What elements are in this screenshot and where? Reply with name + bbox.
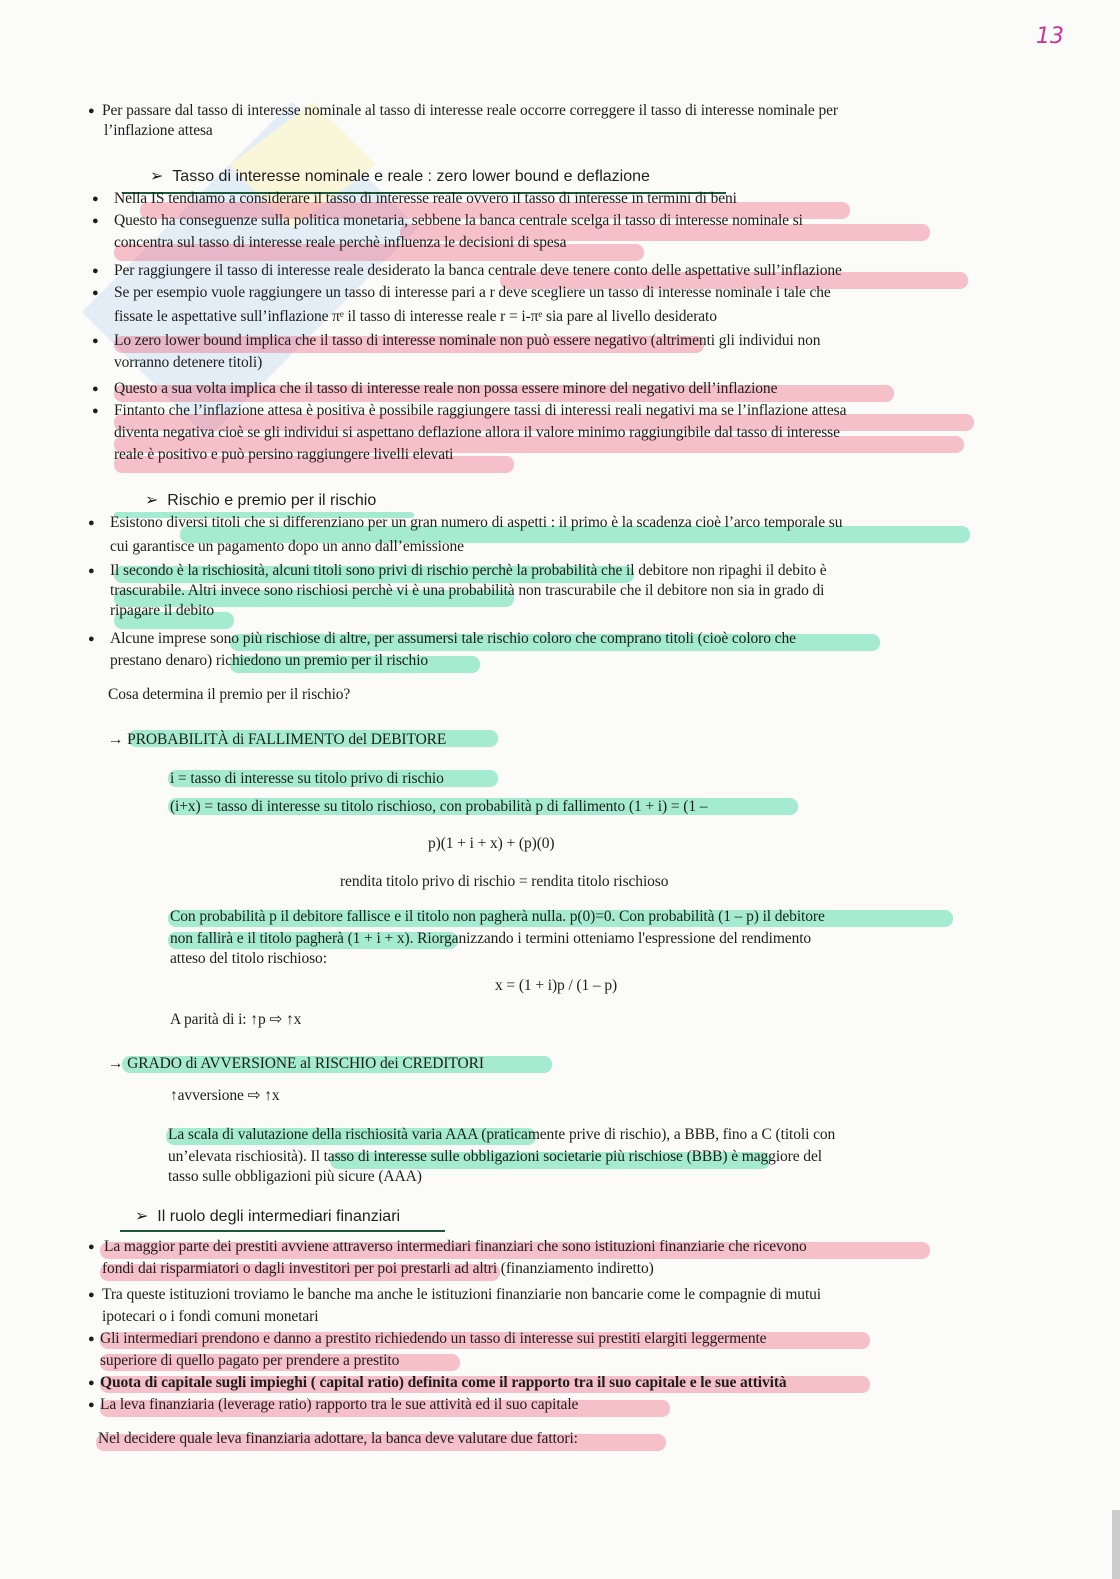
formula-line: (i+x) = tasso di interesse su titolo rischioso, con probabilità p di fallimento (1 + i) = (1 –: [170, 798, 708, 815]
bullet-icon: ●: [92, 287, 99, 299]
bullet-text: Il secondo è la rischiosità, alcuni titoli sono privi di rischio perchè la probabilità che il debitore non ripaghi il debito è: [110, 562, 827, 579]
bullet-text: trascurabile. Altri invece sono rischiosi perchè vi è una probabilità non trascurabile che il debitore non sia in grado di: [110, 582, 825, 599]
bullet-text: Quota di capitale sugli impieghi ( capital ratio) definita come il rapporto tra il suo capitale e le sue attività: [100, 1374, 787, 1391]
bullet-text: La maggior parte dei prestiti avviene attraverso intermediari finanziari che sono istituzioni finanziarie che ricevono: [104, 1238, 807, 1255]
arrow-bullet-icon: ➢: [145, 492, 168, 509]
bullet-icon: ●: [88, 1377, 95, 1389]
heading-underline: [120, 1230, 445, 1232]
bullet-text: Per raggiungere il tasso di interesse reale desiderato la banca centrale deve tenere conto delle aspettative sull’inflazione: [114, 262, 842, 279]
bullet-text: vorranno detenere titoli): [114, 354, 263, 371]
bullet-text: superiore di quello pagato per prendere a prestito: [100, 1352, 400, 1369]
bullet-text: Lo zero lower bound implica che il tasso di interesse nominale non può essere negativo (altrimenti gli individui non: [114, 332, 821, 349]
bullet-text: reale è positivo e può persino raggiungere livelli elevati: [114, 446, 454, 463]
arrow-bullet-icon: ➢: [135, 1208, 158, 1225]
heading-text: Il ruolo degli intermediari finanziari: [157, 1208, 401, 1225]
bullet-icon: ●: [92, 405, 99, 417]
section-heading: [145, 490, 376, 510]
paragraph-line: atteso del titolo rischioso:: [170, 950, 327, 967]
bullet-icon: ●: [92, 383, 99, 395]
bullet-text: prestano denaro) richiedono un premio per il rischio: [110, 652, 429, 669]
arrow-bullet-icon: ➢: [150, 168, 173, 185]
factor-heading: → PROBABILITÀ di FALLIMENTO del DEBITORE: [108, 731, 447, 748]
intro-line: Per passare dal tasso di interesse nominale al tasso di interesse reale occorre correggere il tasso di interesse nominale per: [102, 102, 838, 119]
paragraph-line: non fallirà e il titolo pagherà (1 + i + x). Riorganizzando i termini otteniamo l'espressione del rendimento: [170, 930, 812, 947]
bullet-icon: ●: [92, 193, 99, 205]
question-text: Cosa determina il premio per il rischio?: [108, 686, 351, 703]
bullet-text: ipotecari o i fondi comuni monetari: [102, 1308, 319, 1325]
bullet-icon: ●: [92, 215, 99, 227]
bullet-icon: ●: [92, 265, 99, 277]
bullet-icon: ●: [88, 1399, 95, 1411]
bullet-text: Tra queste istituzioni troviamo le banche ma anche le istituzioni finanziarie non bancarie come le compagnie di mutui: [102, 1286, 822, 1303]
bullet-icon: ●: [88, 1289, 95, 1301]
formula-line: rendita titolo privo di rischio = rendita titolo rischioso: [340, 873, 669, 890]
formula-line: ↑avversione ⇨ ↑x: [170, 1087, 280, 1104]
paragraph-line: tasso sulle obbligazioni più sicure (AAA): [168, 1168, 422, 1185]
bullet-text: Esistono diversi titoli che si differenziano per un gran numero di aspetti : il primo è la scadenza cioè l’arco temporale su: [110, 514, 843, 531]
factor-heading: → GRADO di AVVERSIONE al RISCHIO dei CREDITORI: [108, 1055, 484, 1072]
section-heading: [150, 166, 650, 186]
bullet-text: Se per esempio vuole raggiungere un tasso di interesse pari a r deve scegliere un tasso di interesse nominale i tale che: [114, 284, 831, 301]
paragraph-line: La scala di valutazione della rischiosità varia AAA (praticamente prive di rischio), a BBB, fino a C (titoli con: [168, 1126, 836, 1143]
bullet-text: Questo ha conseguenze sulla politica monetaria, sebbene la banca centrale scelga il tasso di interesse nominale si: [114, 212, 803, 229]
bullet-icon: ●: [88, 105, 95, 117]
bullet-text: fondi dai risparmiatori o dagli investitori per poi prestarli ad altri (finanziamento indiretto): [102, 1260, 654, 1277]
formula-line: x = (1 + i)p / (1 – p): [495, 977, 618, 994]
bullet-text: La leva finanziaria (leverage ratio) rapporto tra le sue attività ed il suo capitale: [100, 1396, 579, 1413]
page-number: 13: [1036, 24, 1064, 49]
bullet-text: concentra sul tasso di interesse reale perchè influenza le decisioni di spesa: [114, 234, 567, 251]
intro-line: l’inflazione attesa: [104, 122, 213, 139]
bullet-text: Alcune imprese sono più rischiose di altre, per assumersi tale rischio coloro che comprano titoli (cioè coloro che: [110, 630, 796, 647]
bullet-text: Gli intermediari prendono e danno a prestito richiedendo un tasso di interesse sui prestiti elargiti leggermente: [100, 1330, 767, 1347]
scrollbar[interactable]: [1112, 1510, 1120, 1579]
bullet-text: fissate le aspettative sull’inflazione πᵉ il tasso di interesse reale r = i-πᵉ sia pare al livello desiderato: [114, 308, 717, 325]
bullet-icon: ●: [88, 565, 95, 577]
bullet-icon: ●: [88, 1241, 95, 1253]
bullet-icon: ●: [92, 335, 99, 347]
heading-text: Rischio e premio per il rischio: [167, 492, 377, 509]
bullet-text: Nella IS tendiamo a considerare il tasso di interesse reale ovvero il tasso di interesse in termini di beni: [114, 190, 737, 207]
formula-line: A parità di i: ↑p ⇨ ↑x: [170, 1011, 302, 1028]
bullet-text: cui garantisce un pagamento dopo un anno dall’emissione: [110, 538, 464, 555]
closing-text: Nel decidere quale leva finanziaria adottare, la banca deve valutare due fattori:: [98, 1430, 578, 1447]
bullet-text: Fintanto che l’inflazione attesa è positiva è possibile raggiungere tassi di interessi reali negativi ma se l’inflazione attesa: [114, 402, 847, 419]
paragraph-line: Con probabilità p il debitore fallisce e il titolo non pagherà nulla. p(0)=0. Con probabilità (1 – p) il debitore: [170, 908, 825, 925]
formula-line: i = tasso di interesse su titolo privo di rischio: [170, 770, 444, 787]
bullet-icon: ●: [88, 633, 95, 645]
bullet-text: Questo a sua volta implica che il tasso di interesse reale non possa essere minore del negativo dell’inflazione: [114, 380, 778, 397]
bullet-text: diventa negativa cioè se gli individui si aspettano deflazione allora il valore minimo raggiungibile dal tasso di interesse: [114, 424, 840, 441]
bullet-icon: ●: [88, 517, 95, 529]
heading-text: Tasso di interesse nominale e reale : zero lower bound e deflazione: [172, 168, 650, 185]
section-heading: [135, 1206, 400, 1226]
bullet-text: ripagare il debito: [110, 602, 215, 619]
paragraph-line: un’elevata rischiosità). Il tasso di interesse sulle obbligazioni societarie più rischiose (BBB) è maggiore del: [168, 1148, 822, 1165]
bullet-icon: ●: [88, 1333, 95, 1345]
formula-line: p)(1 + i + x) + (p)(0): [428, 835, 555, 852]
